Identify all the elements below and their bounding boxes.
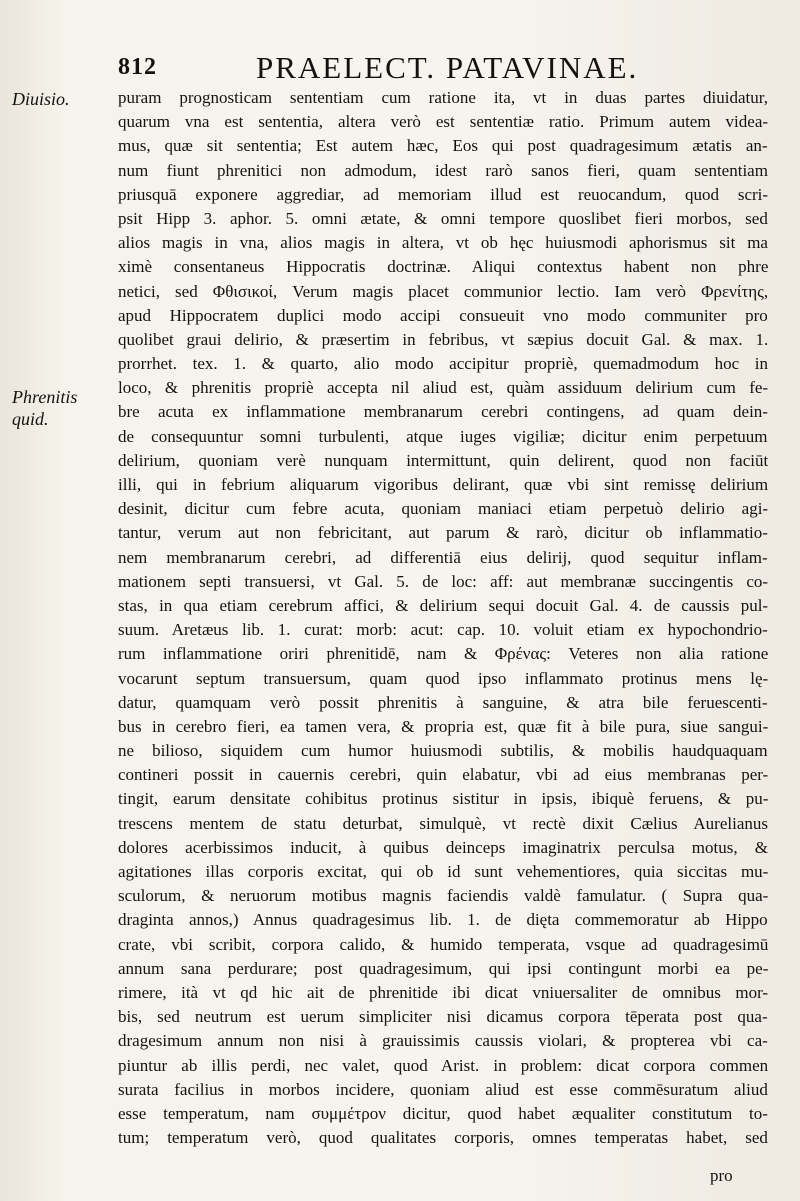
text-line: priusquā exponere aggrediar, ad memoriam illud est reuocandum, quod scri- bbox=[118, 184, 768, 204]
text-line: apud Hippocratem duplici modo accipi consueuit vno modo communiter pro bbox=[118, 305, 768, 325]
text-line: vocarunt septum transuersum, quam quod ipso inflammato protinus mens lę- bbox=[118, 668, 768, 688]
text-line: datur, quamquam verò possit phrenitis à sanguine, & atra bile feruescenti- bbox=[118, 692, 768, 712]
text-line: draginta annos,) Annus quadragesimus lib. 1. de dięta commemoratur ab Hippo bbox=[118, 910, 768, 930]
text-line: prorrhet. tex. 1. & quarto, alio modo accipitur propriè, quemadmodum hoc in bbox=[118, 354, 768, 374]
text-line: contineri possit in cauernis cerebri, quin elabatur, vbi ad eius membranas per- bbox=[118, 765, 768, 785]
text-line: quarum vna est sententia, altera verò est sententiæ ratio. Primum autem videa- bbox=[118, 112, 768, 132]
text-line: quolibet graui delirio, & præsertim in febribus, vt sæpius docuit Gal. & max. 1. bbox=[118, 329, 768, 349]
text-line: desinit, dicitur cum febre acuta, quoniam maniaci etiam perpetuò delirio agi- bbox=[118, 499, 768, 519]
text-line: stas, in qua etiam cerebrum affici, & delirium sequi docuit Gal. 4. de caussis pul- bbox=[118, 595, 768, 615]
text-line: sculorum, & neruorum motibus magnis faciendis valdè famulatur. ( Supra qua- bbox=[118, 886, 768, 906]
text-line: tingit, earum densitate cohibitus protinus sistitur in ipsis, ibiquè feruens, & pu- bbox=[118, 789, 768, 809]
text-line: puram prognosticam sententiam cum ratione ita, vt in duas partes diuidatur, bbox=[118, 88, 768, 107]
sidenote-line: Phrenitis bbox=[12, 387, 78, 407]
catchword: pro bbox=[710, 1166, 733, 1185]
text-line: tum; temperatum verò, quod qualitates corporis, omnes temperatas habet, sed bbox=[118, 1128, 768, 1148]
text-line: dolores acerbissimos inducit, à quibus deinceps imaginatrix perculsa motus, & bbox=[118, 837, 768, 857]
text-line: tantur, verum aut non febricitant, aut parum & rarò, dicitur ob inflammatio- bbox=[118, 523, 768, 543]
text-line: de consequuntur somni turbulenti, atque iuges vigiliæ; dicitur enim perpetuum bbox=[118, 426, 768, 446]
text-line: annum sana perdurare; post quadragesimum, qui ipsi contingunt morbi ea pe- bbox=[118, 958, 768, 978]
text-line: crate, vbi scribit, corpora calido, & humido temperata, vsque ad quadragesimū bbox=[118, 934, 768, 954]
text-line: alios magis in vna, alios magis in altera, vt ob hęc huiusmodi aphorismus sit ma bbox=[118, 233, 768, 253]
text-line: netici, sed Φθισικοί, Verum magis placet communior lectio. Iam verò Φρενίτης, bbox=[118, 281, 768, 301]
text-line: mationem septi transuersi, vt Gal. 5. de loc: aff: aut membranæ succingentis co- bbox=[118, 571, 768, 591]
text-line: surata facilius in morbos incidere, quoniam aliud est esse commēsuratum aliud bbox=[118, 1079, 768, 1099]
text-line: dragesimum annum non nisi à grauissimis caussis violari, & propterea vbi ca- bbox=[118, 1031, 768, 1051]
text-line: piuntur ab illis perdi, nec valet, quod Arist. in problem: dicat corpora commen bbox=[118, 1055, 768, 1075]
folio-number: 812 bbox=[118, 54, 157, 80]
text-line: mus, quæ sit sententia; Est autem hæc, Eos qui post quadragesimum ætatis an- bbox=[118, 136, 768, 156]
body-text bbox=[118, 86, 768, 1150]
text-line: nem membranarum cerebri, ad differentiā eius delirij, quod sequitur inflam- bbox=[118, 547, 768, 567]
text-line: delirium, quoniam verè nunquam intermittunt, quin delirent, quod non faciūt bbox=[118, 450, 768, 470]
text-line: num fiunt phrenitici non admodum, idest rarò sanos fieri, quam sententiam bbox=[118, 160, 768, 180]
text-line: agitationes illas corporis excitat, qui ob id sunt vehementiores, quia siccitas mu- bbox=[118, 862, 768, 881]
text-line: rimere, ità vt qd hic ait de phrenitide ibi dicat vniuersaliter de omnibus mor- bbox=[118, 982, 768, 1002]
page-header bbox=[118, 50, 758, 86]
running-head: PRAELECT. PATAVINAE. bbox=[256, 50, 639, 85]
text-line: psit Hipp 3. aphor. 5. omni ætate, & omni tempore quoslibet fieri morbos, sed bbox=[118, 208, 768, 228]
text-line: bre acuta ex inflammatione membranarum cerebri contingens, ad quam dein- bbox=[118, 402, 768, 422]
sidenote-line: quid. bbox=[12, 409, 49, 429]
text-line: loco, & phrenitis propriè accepta nil aliud est, quàm assiduum delirium cum fe- bbox=[118, 378, 768, 398]
sidenote-phrenitis-quid bbox=[12, 386, 112, 430]
text-line: bis, sed neutrum est uerum simpliciter nisi dicamus corpora tēperata post qua- bbox=[118, 1007, 768, 1027]
text-line: ximè consentaneus Hippocratis doctrinæ. Aliqui contextus habent non phre bbox=[118, 257, 768, 277]
sidenote-divisio: Diuisio. bbox=[12, 89, 70, 109]
text-line: trescens mentem de statu deturbat, simulquè, vt rectè dixit Cælius Aurelianus bbox=[118, 813, 768, 833]
text-line: suum. Aretæus lib. 1. curat: morb: acut: cap. 10. voluit etiam ex hypochondrio- bbox=[118, 620, 768, 640]
text-line: esse temperatum, nam συμμέτρον dicitur, quod habet æqualiter constitutum to- bbox=[118, 1103, 768, 1123]
text-line: ne bilioso, siquidem cum humor huiusmodi subtilis, & mobilis haudquaquam bbox=[118, 741, 768, 761]
text-line: illi, qui in febrium aliquarum vigoribus delirant, quæ vbi sint remissę delirium bbox=[118, 475, 768, 494]
text-line: bus in cerebro fieri, ea tamen vera, & propria est, quæ fit à bile pura, siue sangui- bbox=[118, 716, 768, 736]
text-line: rum inflammatione oriri phrenitidē, nam & Φρένας: Veteres non alia ratione bbox=[118, 644, 768, 664]
